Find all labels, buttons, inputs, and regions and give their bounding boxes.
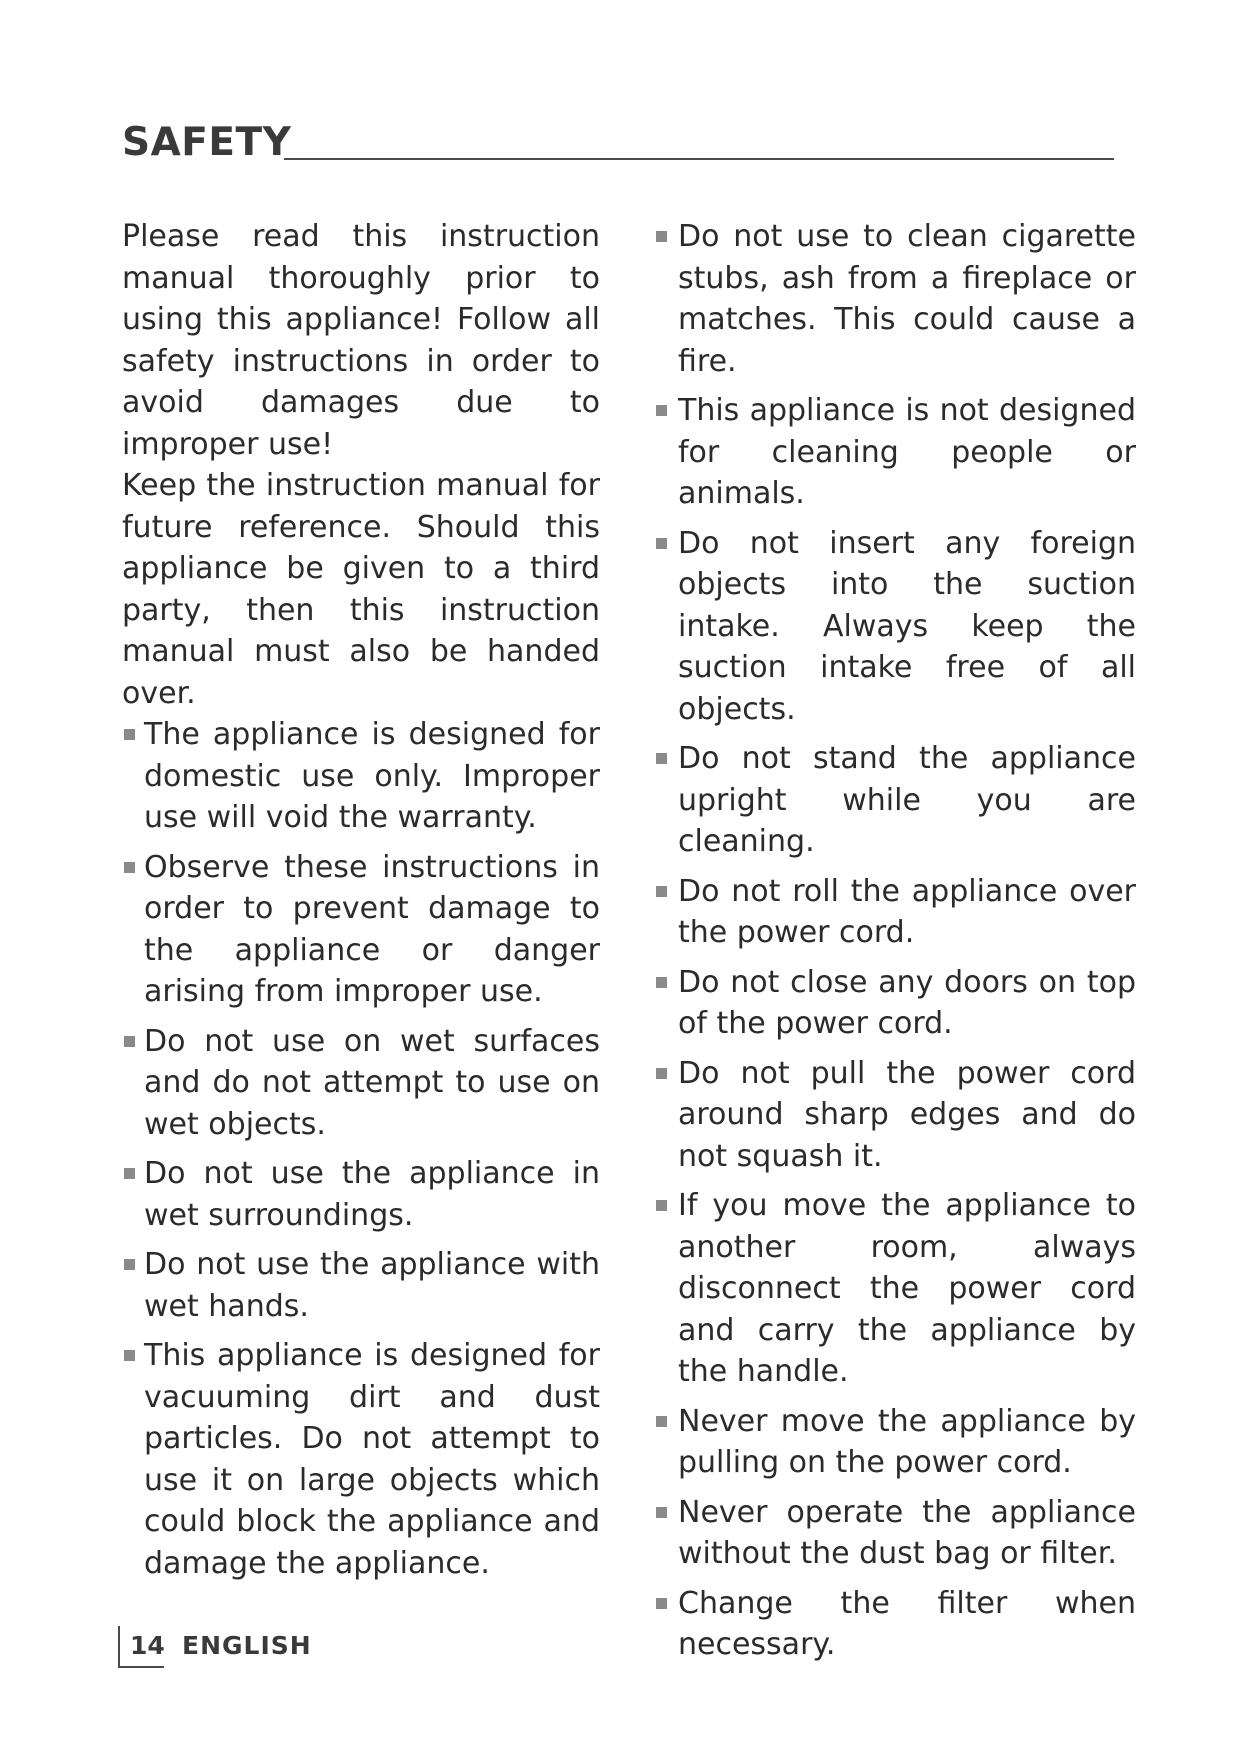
list-item-text: Do not stand the appliance upright while you are cleaning. xyxy=(678,741,1136,859)
header-rule xyxy=(284,158,1114,160)
list-item-text: If you move the appliance to another room, always disconnect the power cord and carry the appliance by the handle. xyxy=(678,1188,1136,1389)
right-column xyxy=(654,216,1136,1674)
list-item xyxy=(654,1492,1136,1575)
list-item xyxy=(122,1244,600,1327)
left-safety-list xyxy=(122,714,600,1584)
list-item-text: Do not use to clean cigarette stubs, ash from a fireplace or matches. This could cause a fire. xyxy=(678,219,1136,379)
square-bullet-icon xyxy=(656,1416,667,1427)
intro-paragraph-1: Please read this instruction manual thoroughly prior to using this appliance! Follow all safety instructions in order to avoid damages due to improper use! xyxy=(122,219,600,462)
list-item-text: Do not use the appliance in wet surroundings. xyxy=(144,1156,600,1233)
square-bullet-icon xyxy=(656,538,667,549)
list-item xyxy=(654,1185,1136,1393)
square-bullet-icon xyxy=(656,231,667,242)
footer-language: ENGLISH xyxy=(182,1631,312,1660)
list-item xyxy=(122,714,600,839)
list-item-text: Do not roll the appliance over the power cord. xyxy=(678,873,1136,950)
list-item-text: Do not close any doors on top of the power cord. xyxy=(678,964,1136,1041)
square-bullet-icon xyxy=(656,405,667,416)
list-item xyxy=(122,1153,600,1236)
list-item xyxy=(654,871,1136,954)
list-item-text: This appliance is designed for vacuuming dirt and dust particles. Do not attempt to use it on large objects which could block the appliance and damage the appliance. xyxy=(144,1338,600,1581)
list-item xyxy=(654,523,1136,731)
section-title: SAFETY xyxy=(122,120,292,165)
square-bullet-icon xyxy=(656,1598,667,1609)
square-bullet-icon xyxy=(124,729,135,740)
list-item xyxy=(654,738,1136,863)
square-bullet-icon xyxy=(656,886,667,897)
square-bullet-icon xyxy=(656,753,667,764)
list-item xyxy=(654,1053,1136,1178)
list-item-text: Do not insert any foreign objects into the suction intake. Always keep the suction intake free of all objects. xyxy=(678,525,1136,727)
square-bullet-icon xyxy=(124,862,135,873)
intro-paragraph-2: Keep the instruction manual for future reference. Should this appliance be given to a third party, then this instruction manual must also be handed over. xyxy=(122,468,600,711)
page-number: 14 xyxy=(130,1631,165,1660)
page-header xyxy=(122,112,1114,165)
list-item-text: Observe these instructions in order to prevent damage to the appliance or danger arising from improper use. xyxy=(144,849,600,1009)
square-bullet-icon xyxy=(656,1068,667,1079)
square-bullet-icon xyxy=(124,1259,135,1270)
list-item xyxy=(122,1335,600,1584)
square-bullet-icon xyxy=(656,1507,667,1518)
list-item-text: Do not pull the power cord around sharp edges and do not squash it. xyxy=(678,1055,1136,1174)
square-bullet-icon xyxy=(124,1350,135,1361)
list-item xyxy=(654,216,1136,382)
right-safety-list xyxy=(654,216,1136,1666)
square-bullet-icon xyxy=(656,977,667,988)
square-bullet-icon xyxy=(124,1168,135,1179)
list-item xyxy=(122,1021,600,1146)
square-bullet-icon xyxy=(656,1200,667,1211)
list-item xyxy=(654,962,1136,1045)
list-item-text: Never move the appliance by pulling on the power cord. xyxy=(678,1403,1136,1480)
list-item-text: This appliance is not designed for cleaning people or animals. xyxy=(678,393,1136,511)
list-item-text: Do not use on wet surfaces and do not attempt to use on wet objects. xyxy=(144,1023,600,1142)
list-item-text: The appliance is designed for domestic use only. Improper use will void the warranty. xyxy=(144,717,600,835)
square-bullet-icon xyxy=(124,1036,135,1047)
list-item xyxy=(654,390,1136,515)
list-item xyxy=(654,1583,1136,1666)
list-item xyxy=(122,847,600,1013)
list-item-text: Never operate the appliance without the dust bag or filter. xyxy=(678,1494,1136,1571)
list-item-text: Do not use the appliance with wet hands. xyxy=(144,1247,600,1324)
list-item xyxy=(654,1401,1136,1484)
list-item-text: Change the filter when necessary. xyxy=(678,1585,1136,1662)
left-column xyxy=(122,216,600,1592)
page-footer xyxy=(118,1626,378,1668)
